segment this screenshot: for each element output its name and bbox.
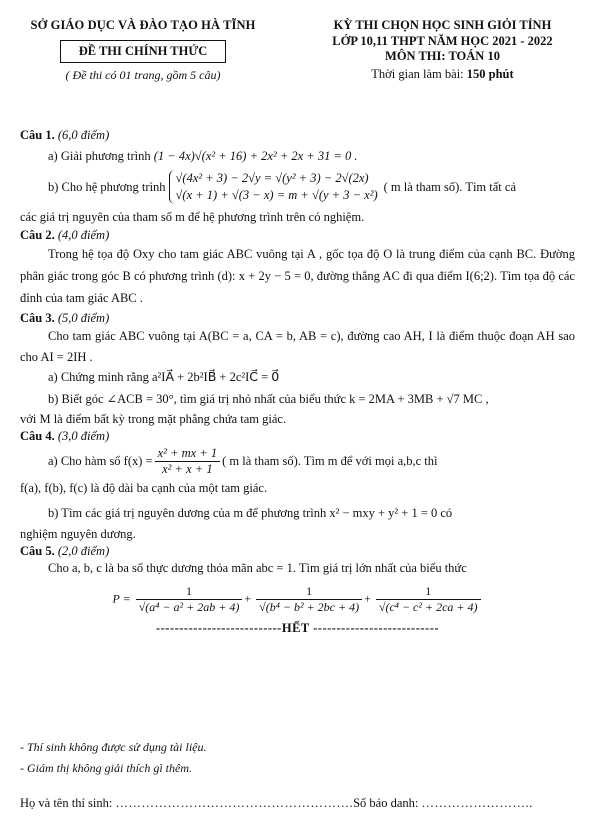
q3-part-b: b) Biết góc ∠ACB = 30°, tìm giá trị nhỏ nhất của biểu thức k = 2MA + 3MB + √7 MC , bbox=[48, 392, 489, 406]
question-5-points: (2,0 điểm) bbox=[57, 544, 110, 558]
header-left bbox=[18, 18, 268, 83]
question-2-heading bbox=[20, 228, 575, 243]
q5-term-2-num: 1 bbox=[256, 584, 362, 600]
question-3-title: Câu 3. bbox=[20, 311, 55, 325]
duration bbox=[300, 67, 585, 82]
header-right bbox=[300, 18, 585, 82]
q5-term-3-num: 1 bbox=[376, 584, 481, 600]
page-note: ( Đề thi có 01 trang, gồm 5 câu) bbox=[65, 68, 221, 82]
q4-fraction-numerator: x² + mx + 1 bbox=[155, 446, 221, 462]
question-5-heading bbox=[20, 544, 575, 559]
footnote-2: - Giám thị không giải thích gì thêm. bbox=[20, 761, 192, 775]
q1-b-after: ( m là tham số). Tìm tất cả bbox=[383, 179, 516, 194]
question-4-title: Câu 4. bbox=[20, 429, 55, 443]
question-4-heading bbox=[20, 429, 575, 444]
q3-b-continued: với M là điểm bất kỳ trong mặt phẳng chứa tam giác. bbox=[20, 412, 287, 426]
question-2-points: (4,0 điểm) bbox=[57, 228, 110, 242]
q4-a-post: ( m là tham số). Tìm m để với mọi a,b,c thì bbox=[222, 454, 438, 468]
q5-expression: P = $\frac{1}{\text{√(a⁴ − a² + 2ab + 4)}}$ + $\frac{1}{\text{√(b⁴ − b² + 2bc + 4)}}$ + $\frac{1}{\text{√(c⁴ − c² + 2ca + 4)}}$ bbox=[20, 584, 575, 615]
question-1-title: Câu 1. bbox=[20, 128, 55, 142]
department-name: SỞ GIÁO DỤC VÀ ĐÀO TẠO HÀ TĨNH bbox=[30, 18, 256, 32]
q4-fraction-denominator: x² + x + 1 bbox=[162, 462, 213, 476]
exam-title-line2: LỚP 10,11 THPT NĂM HỌC 2021 - 2022 bbox=[332, 33, 553, 48]
q1-part-a bbox=[20, 149, 575, 164]
question-3-heading bbox=[20, 311, 575, 326]
candidate-name-dots: ………………………………………………. bbox=[115, 796, 354, 810]
q4-a-continued: f(a), f(b), f(c) là độ dài ba cạnh của một tam giác. bbox=[20, 481, 268, 495]
question-4-points: (3,0 điểm) bbox=[57, 429, 110, 443]
q1-part-b bbox=[20, 170, 575, 204]
exam-title-line1: KỲ THI CHỌN HỌC SINH GIỎI TỈNH bbox=[333, 18, 552, 32]
candidate-name-label: Họ và tên thí sinh: bbox=[20, 796, 116, 810]
q5-term-1-num: 1 bbox=[136, 584, 243, 600]
official-exam-label: ĐỀ THI CHÍNH THỨC bbox=[60, 40, 227, 63]
duration-value: 150 phút bbox=[466, 66, 514, 81]
q1-system-eq1: √(4x² + 3) − 2√y = √(y² + 3) − 2√(2x) bbox=[175, 171, 369, 185]
q1-a-equation: (1 − 4x)√(x² + 16) + 2x² + 2x + 31 = 0 . bbox=[153, 149, 358, 163]
q4-b-continued: nghiệm nguyên dương. bbox=[20, 527, 136, 541]
footnote-1: - Thí sinh không được sử dụng tài liệu. bbox=[20, 740, 207, 754]
exam-content bbox=[20, 128, 575, 636]
q1-b-text: b) Cho hệ phương trình bbox=[48, 179, 166, 194]
q5-p-label: P = bbox=[112, 591, 131, 606]
q3-part-a: a) Chứng minh rằng a²IA⃗ + 2b²IB⃗ + 2c²IC⃗ = 0⃗ bbox=[48, 370, 280, 384]
candidate-signature-line bbox=[20, 796, 575, 811]
q5-term-2 bbox=[256, 584, 362, 615]
q5-term-3 bbox=[376, 584, 481, 615]
q4-a-pre: a) Cho hàm số f(x) = bbox=[48, 454, 153, 468]
q1-system-eq2: √(x + 1) + √(3 − x) = m + √(y + 3 − x²) bbox=[175, 188, 378, 202]
q4-part-b: b) Tìm các giá trị nguyên dương của m để phương trình x² − mxy + y² + 1 = 0 có bbox=[48, 506, 453, 520]
question-5-title: Câu 5. bbox=[20, 544, 55, 558]
question-1-heading bbox=[20, 128, 575, 143]
q1-b-continued: các giá trị nguyên của tham số m để hệ phương trình trên có nghiệm. bbox=[20, 210, 365, 224]
q1-a-text: a) Giải phương trình bbox=[48, 149, 151, 163]
q5-text: Cho a, b, c là ba số thực dương thỏa mãn abc = 1. Tìm giá trị lớn nhất của biểu thức bbox=[48, 561, 467, 575]
subject-title: MÔN THI: TOÁN 10 bbox=[385, 49, 500, 63]
q3-text: Cho tam giác ABC vuông tại A(BC = a, CA = b, AB = c), đường cao AH, I là điểm thuộc đoạn AH sao cho AI = 2IH . bbox=[20, 329, 575, 364]
q5-term-3-den: √(c⁴ − c² + 2ca + 4) bbox=[378, 600, 478, 614]
q1-system bbox=[169, 170, 378, 204]
q5-term-1-den: √(a⁴ − a² + 2ab + 4) bbox=[138, 600, 240, 614]
q4-part-a bbox=[20, 446, 575, 477]
q5-term-2-den: √(b⁴ − b² + 2bc + 4) bbox=[259, 600, 360, 614]
question-3-points: (5,0 điểm) bbox=[57, 311, 110, 325]
question-2-title: Câu 2. bbox=[20, 228, 55, 242]
duration-label: Thời gian làm bài: bbox=[371, 66, 467, 81]
candidate-number-dots: …………………….. bbox=[421, 796, 533, 810]
end-marker: ---------------------------HẾT --------------------------- bbox=[155, 621, 440, 635]
question-1-points: (6,0 điểm) bbox=[57, 128, 110, 142]
q4-fraction bbox=[155, 446, 221, 477]
q2-text: Trong hệ tọa độ Oxy cho tam giác ABC vuông tại A , gốc tọa độ O là trung điểm của cạnh BC. Đường phân giác trong góc B có phương trình (d): x + 2y − 5 = 0, đường thẳng AC đi qua điểm I(6;2). Tìm tọa độ các đỉnh của tam giác ABC . bbox=[20, 247, 575, 305]
q5-term-1 bbox=[136, 584, 243, 615]
candidate-number-label: Số báo danh: bbox=[353, 796, 422, 810]
